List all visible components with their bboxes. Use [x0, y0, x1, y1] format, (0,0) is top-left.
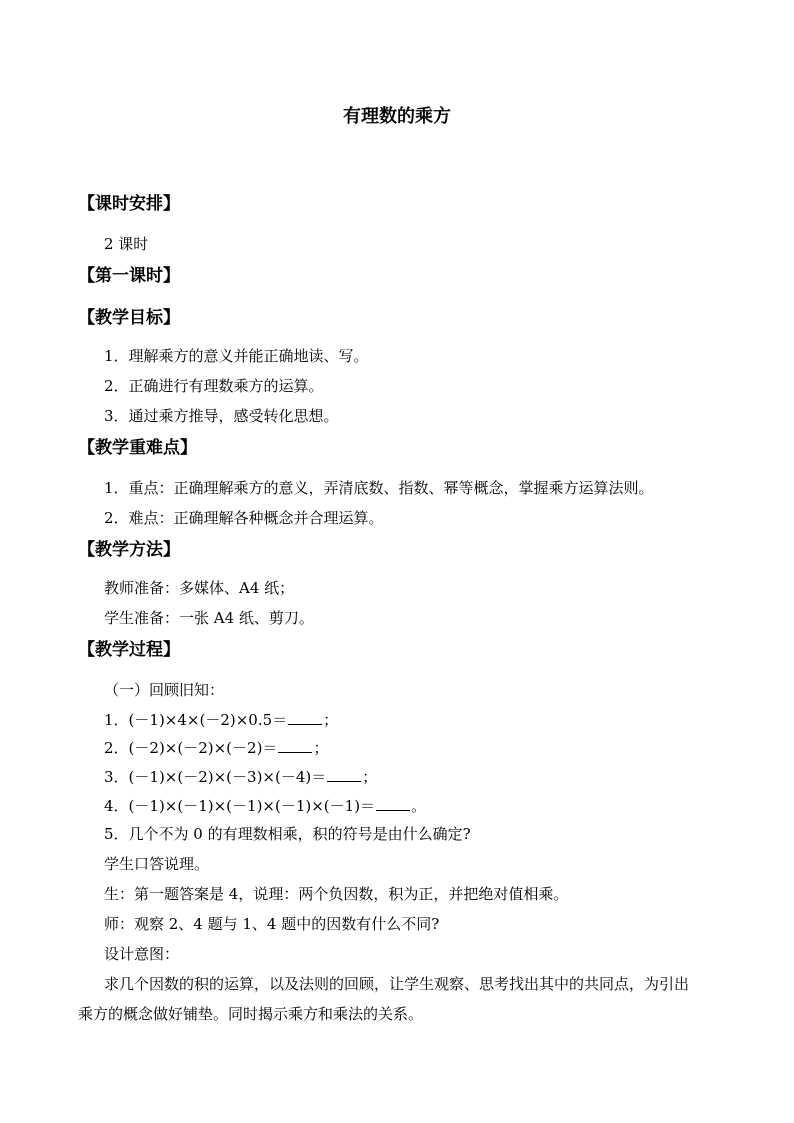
design-text-line: 乘方的概念做好铺垫。同时揭示乘方和乘法的关系。	[78, 1005, 424, 1023]
exercise-line	[104, 710, 338, 730]
answer-blank[interactable]	[288, 710, 322, 725]
goals-heading: 【教学目标】	[78, 308, 180, 328]
key-point-item: 2．难点：正确理解各种概念并合理运算。	[104, 509, 384, 527]
design-text-line: 求几个因数的积的运算，以及法则的回顾，让学生观察、思考找出其中的共同点，为引出	[104, 975, 690, 993]
question-five: 5．几个不为 0 的有理数相乘，积的符号是由什么确定?	[104, 825, 471, 843]
goal-item: 3．通过乘方推导，感受转化思想。	[104, 407, 339, 425]
exercise-end: ；	[313, 739, 329, 757]
schedule-heading: 【课时安排】	[78, 194, 180, 214]
design-label: 设计意图：	[104, 945, 180, 963]
exercise-line	[104, 796, 426, 816]
exercise-line	[104, 738, 328, 758]
goal-item: 1．理解乘方的意义并能正确地读、写。	[104, 347, 369, 365]
method-item: 学生准备：一张 A4 纸、剪刀。	[104, 609, 314, 627]
student-answer: 生：第一题答案是 4，说理：两个负因数，积为正，并把绝对值相乘。	[104, 885, 569, 903]
process-subheading: （一）回顾旧知：	[104, 681, 225, 699]
student-explain: 学生口答说理。	[104, 855, 210, 873]
exercise-expression: 2．(－2)×(－2)×(－2)＝	[104, 739, 278, 757]
page-title: 有理数的乘方	[343, 106, 451, 127]
first-lesson-heading: 【第一课时】	[78, 266, 180, 286]
exercise-end: ；	[323, 711, 339, 729]
exercise-expression: 4．(－1)×(－1)×(－1)×(－1)×(－1)＝	[104, 797, 376, 815]
teacher-question: 师：观察 2、4 题与 1、4 题中的因数有什么不同?	[104, 915, 440, 933]
key-points-heading: 【教学重难点】	[78, 438, 197, 458]
method-item: 教师准备：多媒体、A4 纸；	[104, 579, 295, 597]
schedule-text: 2 课时	[104, 235, 149, 253]
answer-blank[interactable]	[327, 767, 361, 782]
exercise-end: 。	[411, 797, 427, 815]
methods-heading: 【教学方法】	[78, 540, 180, 560]
answer-blank[interactable]	[376, 796, 410, 811]
exercise-expression: 1．(－1)×4×(－2)×0.5＝	[104, 711, 288, 729]
goal-item: 2．正确进行有理数乘方的运算。	[104, 377, 324, 395]
exercise-expression: 3．(－1)×(－2)×(－3)×(－4)＝	[104, 768, 327, 786]
exercise-end: ；	[362, 768, 378, 786]
answer-blank[interactable]	[278, 738, 312, 753]
key-point-item: 1．重点：正确理解乘方的意义，弄清底数、指数、幂等概念，掌握乘方运算法则。	[104, 479, 654, 497]
process-heading: 【教学过程】	[78, 640, 180, 660]
exercise-line	[104, 767, 377, 787]
